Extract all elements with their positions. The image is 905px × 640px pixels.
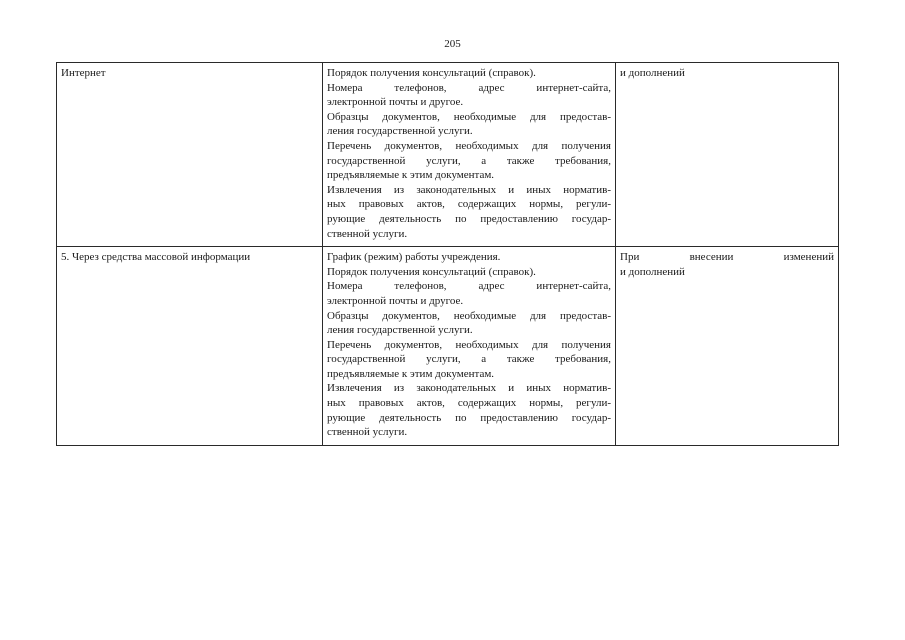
info-line: ления государственной услуги. bbox=[327, 125, 473, 138]
info-line: Извлечения из законодательных и иных норматив- bbox=[327, 382, 611, 395]
table-row bbox=[57, 247, 839, 446]
update-cell bbox=[616, 247, 839, 446]
channel-text: 5. Через средства массовой информации bbox=[61, 251, 251, 264]
info-line: Перечень документов, необходимых для получения bbox=[327, 139, 611, 152]
info-line: ления государственной услуги. bbox=[327, 324, 473, 337]
info-line: государственной услуги, а также требования, bbox=[327, 154, 611, 167]
info-line: Образцы документов, необходимые для предостав- bbox=[327, 110, 611, 123]
info-line: Номера телефонов, адрес интернет-сайта, bbox=[327, 81, 611, 94]
info-line: электронной почты и другое. bbox=[327, 96, 464, 109]
info-line: государственной услуги, а также требования, bbox=[327, 353, 611, 366]
channel-text: Интернет bbox=[61, 67, 106, 79]
info-line: Перечень документов, необходимых для получения bbox=[327, 338, 611, 351]
info-line: Порядок получения консультаций (справок). bbox=[327, 265, 536, 278]
info-line: Образцы документов, необходимые для предостав- bbox=[327, 309, 611, 322]
info-line: Порядок получения консультаций (справок). bbox=[327, 67, 536, 79]
update-line: и дополнений bbox=[620, 67, 685, 79]
info-line: График (режим) работы учреждения. bbox=[327, 251, 501, 264]
info-line: предъявляемые к этим документам. bbox=[327, 367, 495, 380]
info-cell bbox=[323, 247, 616, 446]
update-line: При внесении изменений bbox=[620, 251, 834, 264]
info-cell bbox=[323, 63, 616, 247]
page-number: 205 bbox=[444, 38, 461, 50]
channel-cell bbox=[57, 63, 323, 247]
update-cell bbox=[616, 63, 839, 247]
info-line: Извлечения из законодательных и иных норматив- bbox=[327, 183, 611, 196]
info-line: рующие деятельность по предоставлению государ- bbox=[327, 212, 611, 225]
table-row bbox=[57, 63, 839, 247]
info-line: ных правовых актов, содержащих нормы, регули- bbox=[327, 397, 611, 410]
info-line: Номера телефонов, адрес интернет-сайта, bbox=[327, 280, 611, 293]
info-line: предъявляемые к этим документам. bbox=[327, 169, 495, 182]
info-line: электронной почты и другое. bbox=[327, 294, 464, 307]
info-line: ных правовых актов, содержащих нормы, регули- bbox=[327, 198, 611, 211]
info-table bbox=[56, 62, 839, 446]
update-line: и дополнений bbox=[620, 265, 685, 278]
info-line: ственной услуги. bbox=[327, 426, 408, 439]
info-line: рующие деятельность по предоставлению государ- bbox=[327, 411, 611, 424]
channel-cell bbox=[57, 247, 323, 446]
info-line: ственной услуги. bbox=[327, 227, 408, 240]
